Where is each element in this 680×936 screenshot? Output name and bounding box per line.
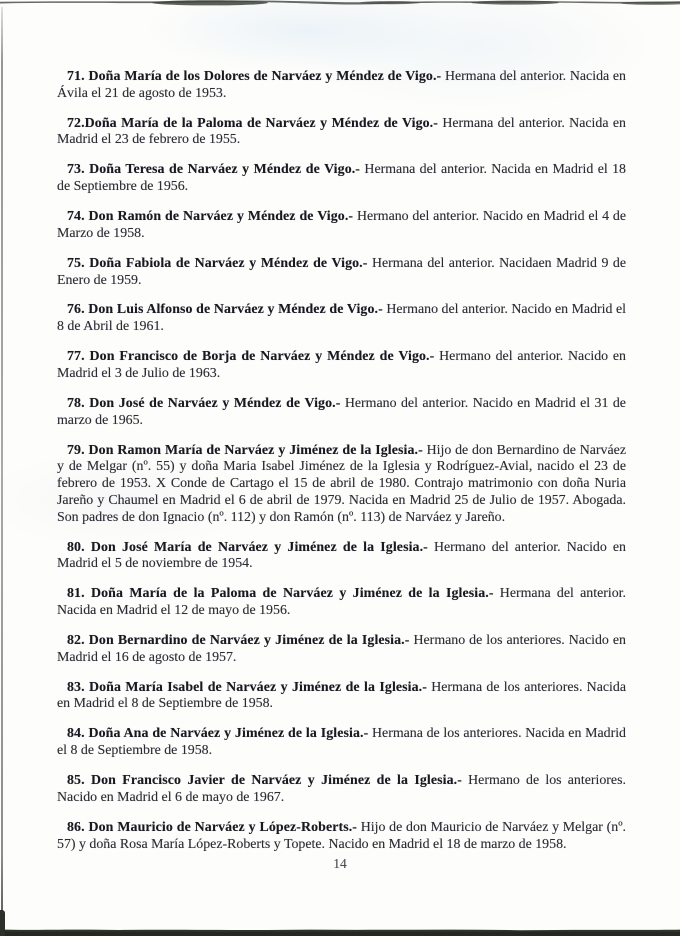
entry-heading: 72.Doña María de la Paloma de Narváez y Méndez de Vigo.- (67, 115, 438, 131)
entry-text: Hermano de los anteriores. Nacido en Madrid el 6 de mayo de 1967. (57, 773, 626, 805)
genealogy-entry-82 (57, 633, 626, 667)
genealogy-entry-81 (57, 586, 626, 620)
genealogy-entry-79 (57, 443, 626, 527)
entry-text: Hermano del anterior. Nacido en Madrid el 3 de Julio de 1963. (57, 349, 626, 381)
entry-heading: 85. Don Francisco Javier de Narváez y Jiménez de la Iglesia.- (67, 773, 462, 789)
entry-heading: 71. Doña María de los Dolores de Narváez y Méndez de Vigo.- (67, 69, 442, 84)
entry-text: Hermana del anterior. Nacida en Ávila el 21 de agosto de 1953. (57, 69, 626, 101)
entry-heading: 79. Don Ramon María de Narváez y Jiménez de la Iglesia.- (67, 442, 423, 458)
entry-text: Hermano del anterior. Nacido en Madrid el 5 de noviembre de 1954. (57, 539, 626, 572)
entry-text: Hermano de los anteriores. Nacido en Madrid el 16 de agosto de 1957. (57, 632, 626, 665)
genealogy-entry-85 (57, 773, 626, 807)
page-number: 14 (333, 856, 347, 871)
entry-text: Hermano del anterior. Nacido en Madrid el 31 de marzo de 1965. (57, 395, 626, 428)
genealogy-entry-77 (57, 349, 626, 383)
genealogy-entry-72 (57, 116, 626, 150)
entry-text: Hermana del anterior. Nacida en Madrid el 23 de febrero de 1955. (57, 115, 626, 148)
genealogy-entry-73 (57, 162, 626, 196)
scan-edge-left (1, 7, 3, 929)
genealogy-entry-78 (57, 396, 626, 430)
entry-text: Hermana de los anteriores. Nacida en Madrid el 8 de Septiembre de 1958. (57, 679, 627, 712)
entry-text: Hermano del anterior. Nacido en Madrid el 8 de Abril de 1961. (57, 302, 626, 335)
entry-text: Hermana del anterior. Nacida en Madrid el 18 de Septiembre de 1956. (57, 162, 626, 195)
page-content (57, 69, 626, 866)
genealogy-entry-83 (57, 680, 626, 714)
scan-edge-top (0, 0, 680, 12)
entry-heading: 73. Doña Teresa de Narváez y Méndez de Vigo.- (67, 162, 361, 178)
entry-text: Hijo de don Bernardino de Narváez y de Melgar (nº. 55) y doña Maria Isabel Jiménez de la Iglesia y Rodríguez-Avial, nacido el 23 de febrero de 1953. X Conde de Cartago el 15 de abril de 1980. Contrajo matrimonio con doña Nuria Jareño y Chaumel en Madrid el 6 de abril de 1979. Nacida en Madrid 25 de Julio de 1957. Abogada. Son padres de don Ignacio (nº. 112) y don Ramón (nº. 113) de Narváez y Jareño. (57, 442, 626, 525)
genealogy-entry-74 (57, 209, 626, 243)
entry-heading: 80. Don José María de Narváez y Jiménez de la Iglesia.- (67, 539, 428, 555)
entry-heading: 74. Don Ramón de Narváez y Méndez de Vigo.- (67, 209, 354, 225)
scan-corner-mark (0, 910, 5, 936)
entry-heading: 84. Doña Ana de Narváez y Jiménez de la Iglesia.- (67, 726, 369, 742)
entry-text: Hijo de don Mauricio de Narváez y Melgar (nº. 57) y doña Rosa María López-Roberts y Topete. Nacido en Madrid el 18 de marzo de 1958. (57, 819, 626, 852)
genealogy-entry-84 (57, 726, 626, 760)
entry-text: Hermana del anterior. Nacida en Madrid el 12 de mayo de 1956. (57, 586, 626, 619)
genealogy-entry-71 (57, 69, 626, 103)
genealogy-entry-86 (57, 820, 626, 854)
entry-heading: 82. Don Bernardino de Narváez y Jiménez de la Iglesia.- (67, 632, 410, 648)
entry-heading: 81. Doña María de la Paloma de Narváez y Jiménez de la Iglesia.- (67, 586, 494, 602)
entry-text: Hermana del anterior. Nacidaen Madrid 9 de Enero de 1959. (57, 255, 626, 288)
entry-heading: 83. Doña María Isabel de Narváez y Jiménez de la Iglesia.- (67, 679, 427, 695)
genealogy-entry-75 (57, 256, 626, 290)
entry-heading: 75. Doña Fabiola de Narváez y Méndez de Vigo.- (67, 255, 368, 271)
entry-heading: 76. Don Luis Alfonso de Narváez y Méndez de Vigo.- (67, 302, 383, 318)
entry-heading: 86. Don Mauricio de Narváez y López-Roberts.- (67, 819, 358, 835)
entry-text: Hermana de los anteriores. Nacida en Madrid el 8 de Septiembre de 1958. (57, 726, 626, 759)
scan-edge-bottom (0, 922, 680, 936)
entry-heading: 77. Don Francisco de Borja de Narváez y Méndez de Vigo.- (67, 349, 435, 365)
entry-text: Hermano del anterior. Nacido en Madrid el 4 de Marzo de 1958. (57, 209, 627, 241)
genealogy-entry-80 (57, 540, 626, 574)
entry-heading: 78. Don José de Narváez y Méndez de Vigo.- (67, 395, 341, 411)
genealogy-entry-76 (57, 302, 626, 336)
